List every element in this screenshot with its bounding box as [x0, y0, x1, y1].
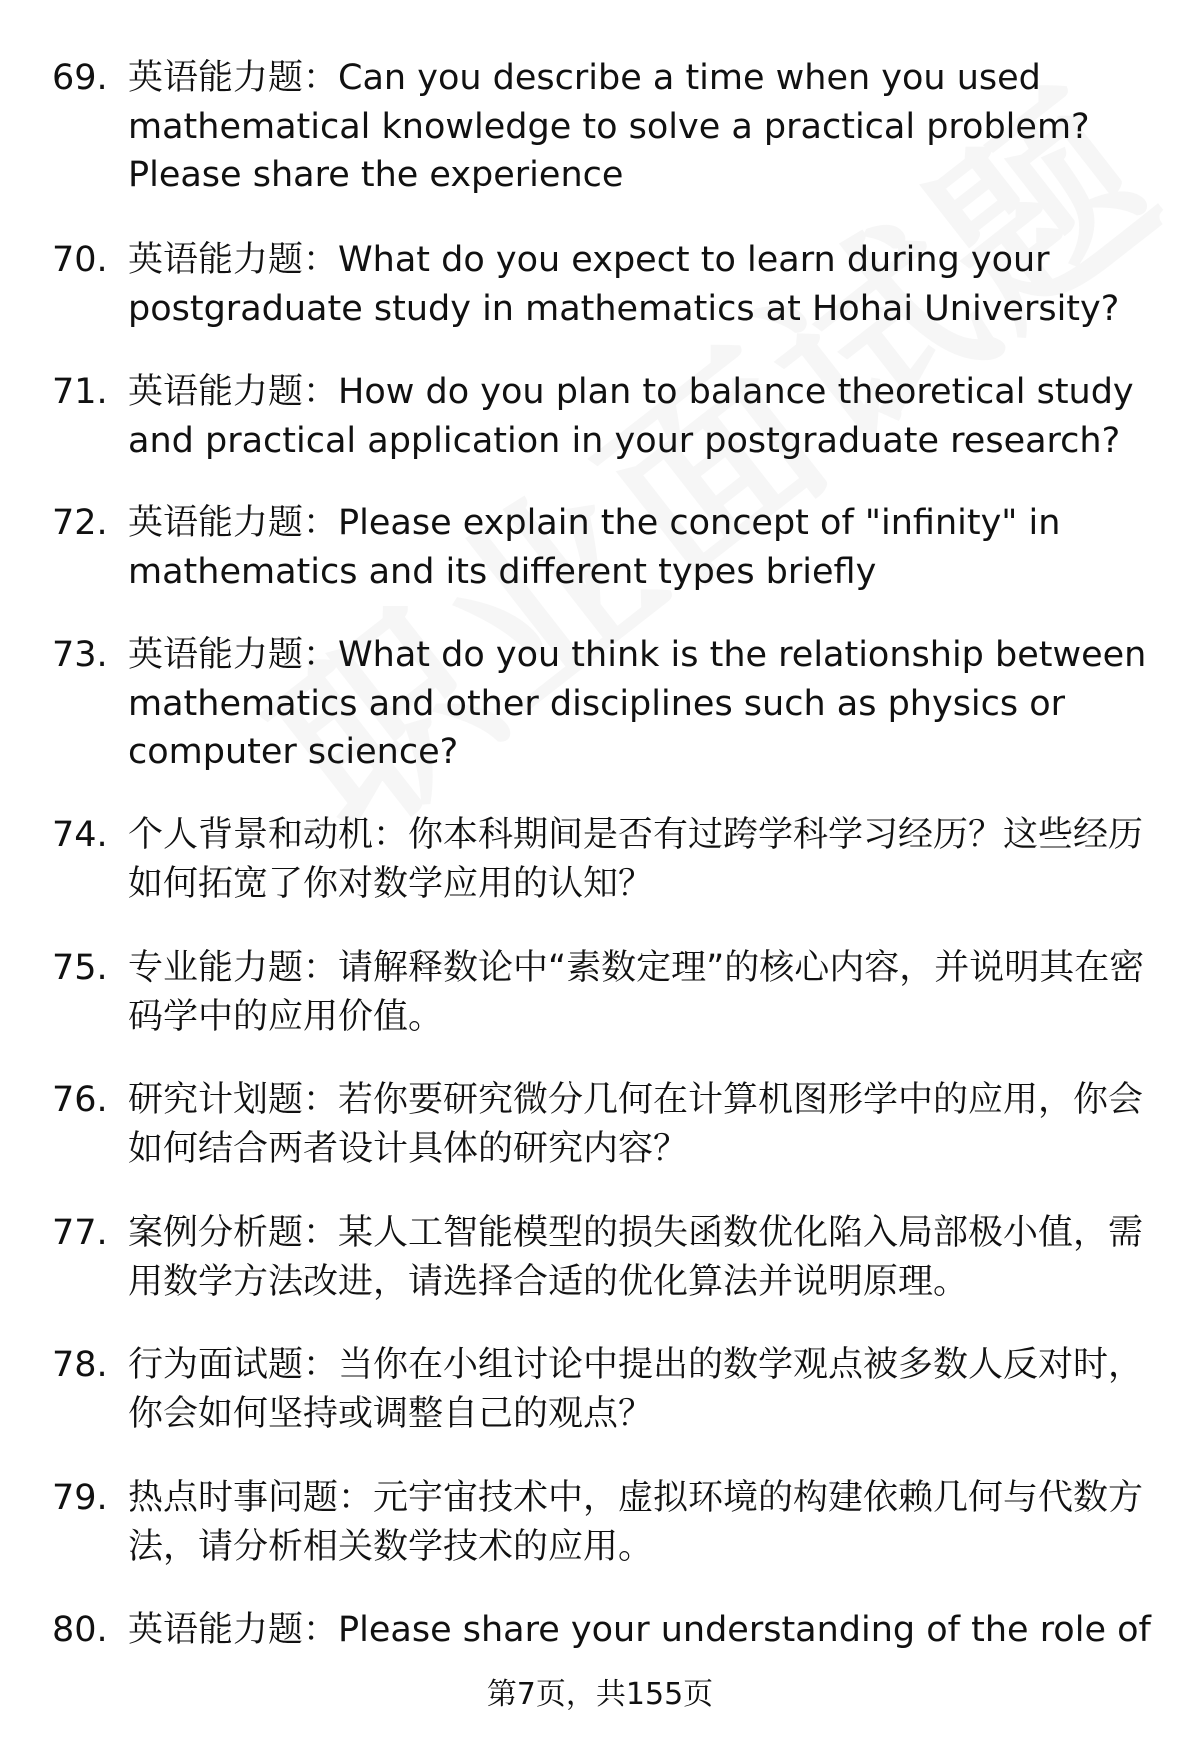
question-item-80	[52, 1606, 1162, 1655]
question-body: 某人工智能模型的损失函数优化陷入局部极小值，需用数学方法改进，请选择合适的优化算法并说明原理。	[128, 1213, 1144, 1302]
question-number: 72.	[52, 503, 108, 543]
question-category: 英语能力题	[128, 635, 304, 675]
question-text	[128, 631, 1162, 777]
question-separator: ：	[303, 635, 339, 675]
question-separator: ：	[303, 503, 339, 543]
question-category: 英语能力题	[128, 58, 304, 98]
question-text	[128, 1076, 1162, 1173]
question-separator: ：	[303, 1610, 339, 1650]
question-number: 77.	[52, 1213, 108, 1253]
question-number: 79.	[52, 1478, 108, 1518]
question-number: 69.	[52, 58, 108, 98]
question-item-76	[52, 1076, 1162, 1173]
question-body: 当你在小组讨论中提出的数学观点被多数人反对时，你会如何坚持或调整自己的观点？	[128, 1345, 1144, 1434]
question-body: 若你要研究微分几何在计算机图形学中的应用，你会如何结合两者设计具体的研究内容？	[128, 1080, 1144, 1169]
question-item-69	[52, 54, 1162, 200]
question-separator: ：	[303, 58, 339, 98]
question-item-78	[52, 1341, 1162, 1438]
question-number: 76.	[52, 1080, 108, 1120]
question-number: 75.	[52, 948, 108, 988]
question-category: 英语能力题	[128, 372, 304, 412]
question-category: 行为面试题	[128, 1345, 304, 1385]
question-text	[128, 54, 1162, 200]
question-number: 80.	[52, 1610, 108, 1650]
question-item-79	[52, 1474, 1162, 1571]
question-body: 你本科期间是否有过跨学科学习经历？这些经历如何拓宽了你对数学应用的认知？	[128, 815, 1144, 904]
question-body: Please explain the concept of "infinity" in mathematics and its different types briefly	[128, 503, 1061, 592]
question-text	[128, 1474, 1162, 1571]
question-category: 案例分析题	[128, 1213, 304, 1253]
question-number: 78.	[52, 1345, 108, 1385]
question-separator: ：	[373, 815, 409, 855]
question-category: 专业能力题	[128, 948, 304, 988]
question-item-74	[52, 811, 1162, 908]
question-item-71	[52, 368, 1162, 465]
question-body: How do you plan to balance theoretical study and practical application in your postgraduate research?	[128, 372, 1134, 461]
question-body: What do you expect to learn during your postgraduate study in mathematics at Hohai University?	[128, 240, 1120, 329]
question-separator: ：	[338, 1478, 374, 1518]
question-separator: ：	[303, 948, 339, 988]
question-number: 71.	[52, 372, 108, 412]
question-body: What do you think is the relationship between mathematics and other disciplines such as physics or computer science?	[128, 635, 1147, 772]
question-number: 70.	[52, 240, 108, 280]
question-item-75	[52, 944, 1162, 1041]
question-text	[128, 499, 1162, 596]
question-body: Please share your understanding of the role of	[338, 1610, 1151, 1650]
question-text	[128, 944, 1162, 1041]
page-footer: 第7页，共155页	[486, 1677, 714, 1712]
question-category: 英语能力题	[128, 503, 304, 543]
question-text	[128, 1606, 1162, 1655]
question-number: 73.	[52, 635, 108, 675]
question-category: 英语能力题	[128, 240, 304, 280]
question-body: Can you describe a time when you used mathematical knowledge to solve a practical problem? Please share the experience	[128, 58, 1090, 195]
question-separator: ：	[303, 1080, 339, 1120]
question-separator: ：	[303, 372, 339, 412]
question-text	[128, 1209, 1162, 1306]
question-text	[128, 368, 1162, 465]
question-category: 个人背景和动机	[128, 815, 374, 855]
question-number: 74.	[52, 815, 108, 855]
question-text	[128, 1341, 1162, 1438]
question-category: 热点时事问题	[128, 1478, 339, 1518]
question-category: 研究计划题	[128, 1080, 304, 1120]
question-text	[128, 811, 1162, 908]
question-body: 请解释数论中“素数定理”的核心内容，并说明其在密码学中的应用价值。	[128, 948, 1145, 1037]
question-text	[128, 236, 1162, 333]
question-item-72	[52, 499, 1162, 596]
question-category: 英语能力题	[128, 1610, 304, 1650]
question-body: 元宇宙技术中，虚拟环境的构建依赖几何与代数方法，请分析相关数学技术的应用。	[128, 1478, 1144, 1567]
question-separator: ：	[303, 1213, 339, 1253]
question-item-73	[52, 631, 1162, 777]
question-separator: ：	[303, 1345, 339, 1385]
question-separator: ：	[303, 240, 339, 280]
question-item-70	[52, 236, 1162, 333]
question-item-77	[52, 1209, 1162, 1306]
